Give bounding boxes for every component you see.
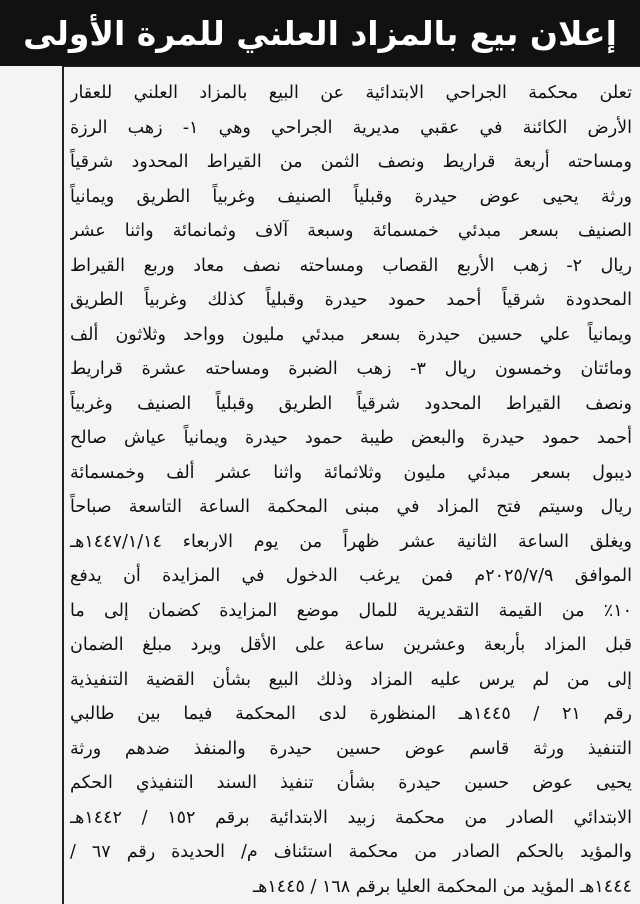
body-line: ١٤٤٤هـ المؤيد من المحكمة العليا برقم ١٦٨ / ١٤٤٥هـ (252, 876, 632, 897)
body-line: ومساحته أربعة قراريط ونصف الثمن من القيراط المحدود شرقياً (70, 152, 632, 172)
body-line: رقم ٢١ / ١٤٤٥هـ المنظورة لدى المحكمة فيما بين طالبي (70, 704, 632, 724)
body-line: الصنيف بسعر مبدئي خمسمائة وسبعة آلاف وثمانمائة واثنا عشر (70, 221, 632, 241)
body-line: ورثة يحيى عوض حيدرة وقبلياً الصنيف وغربياً الطريق ويمانياً (70, 186, 632, 207)
body-line: الموافق ٢٠٢٥/٧/٩م فمن يرغب الدخول في المزايدة أن يدفع (70, 566, 632, 586)
body-line: ١٠٪ من القيمة التقديرية للمال موضع المزايدة كضمان إلى ما (70, 600, 632, 621)
body-line: ديبول بسعر مبدئي مليون وثلاثمائة واثنا عشر ألف وخمسمائة (70, 462, 632, 483)
body-line: الأرض الكائنة في عقبي مديرية الجراحي وهي ١- زهب الرزة (70, 117, 632, 138)
body-line: ونصف القيراط المحدود شرقياً الطريق وقبلياً الصنيف وغربياً (70, 393, 632, 414)
body-line: التنفيذ ورثة قاسم عوض حسين حيدرة والمنفذ ضدهم ورثة (70, 738, 632, 759)
body-line: قبل المزاد بأربعة وعشرين ساعة على الأقل ويرد مبلغ الضمان (70, 635, 632, 655)
body-line: ريال ٢- زهب الأربع القصاب ومساحته نصف معاد وربع القيراط (70, 255, 632, 276)
body-line: ومائتان وخمسون ريال ٣- زهب الضبرة ومساحته عشرة قراريط (70, 359, 632, 379)
body-line: أحمد حمود حيدرة والبعض طيبة حمود حيدرة ويمانياً عياش صالح (70, 428, 632, 448)
body-line: المحدودة شرقياً أحمد حمود حيدرة وقبلياً كذلك وغربياً الطريق (70, 290, 632, 310)
title-banner (0, 0, 640, 66)
body-line: تعلن محكمة الجراحي الابتدائية عن البيع بالمزاد العلني للعقار (70, 83, 632, 103)
body-line: والمؤيد بالحكم الصادر من محكمة استئناف م/ الحديدة رقم ٦٧ / (70, 842, 632, 862)
body-line: إلى من لم يرس عليه المزاد وذلك البيع بشأن القضية التنفيذية (70, 669, 632, 690)
body-line: يحيى عوض حسين حيدرة بشأن تنفيذ السند التنفيذي الحكم (70, 773, 632, 793)
notice-body (70, 76, 632, 904)
body-line: ريال وسيتم فتح المزاد في مبنى المحكمة الساعة التاسعة صباحاً (70, 497, 632, 517)
body-line: ويغلق الساعة الثانية عشر ظهراً من يوم الاربعاء ١٤٤٧/١/١٤هـ (70, 531, 632, 552)
notice-title: إعلان بيع بالمزاد العلني للمرة الأولى (23, 13, 617, 53)
body-line: ويمانياً علي حسين حيدرة بسعر مبدئي مليون وواحد وثلاثون ألف (70, 324, 632, 345)
body-line: الابتدائي الصادر من محكمة زبيد الابتدائية برقم ١٥٢ / ١٤٤٢هـ (70, 807, 632, 828)
